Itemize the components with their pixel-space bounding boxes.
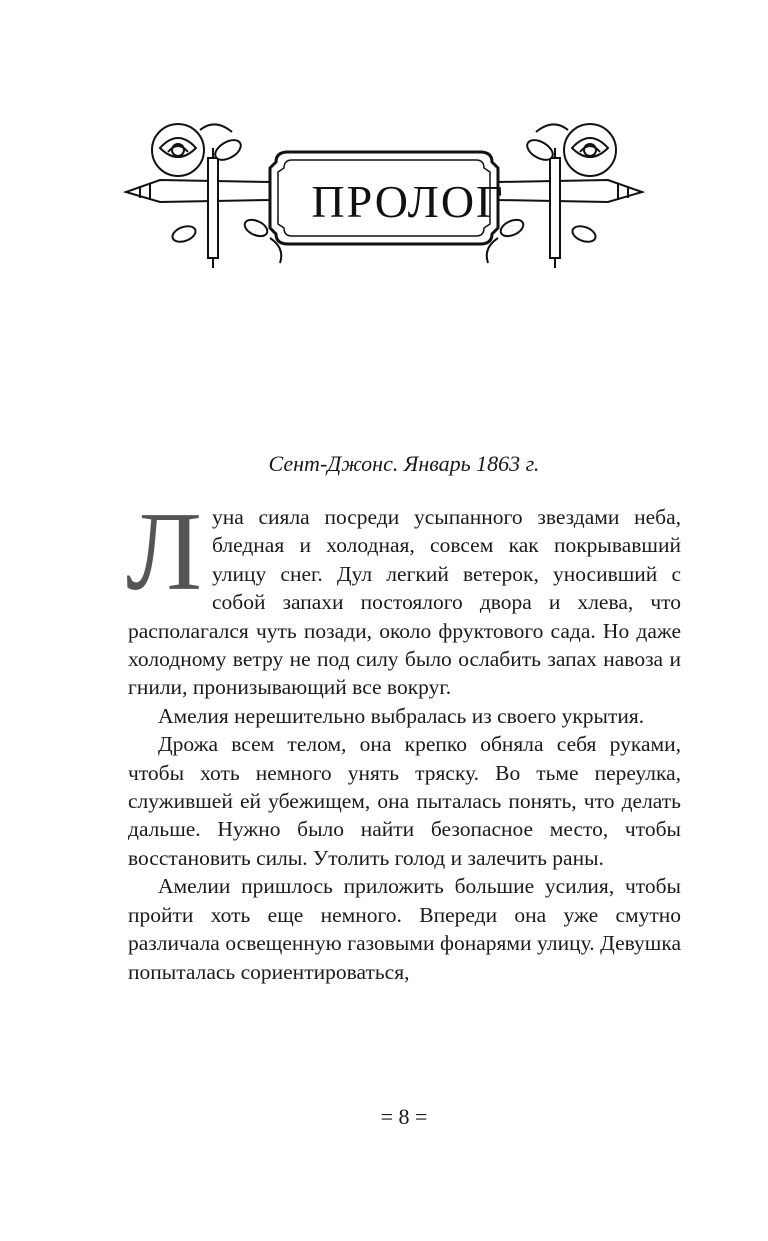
paragraph-1 [126, 490, 681, 702]
page-number: = 8 = [380, 1104, 428, 1129]
paragraph-2: Амелия нерешительно выбралась из своего укрытия. [158, 703, 645, 728]
drop-cap: Л [126, 490, 202, 614]
dateline: Сент-Джонс. Январь 1863 г. [268, 451, 540, 476]
body-text [126, 490, 681, 986]
chapter-title: ПРОЛОГ [311, 176, 505, 227]
paragraph-4: Амелии пришлось приложить большие усилия, чтобы пройти хоть еще немного. Впереди она уже смутно различала освещенную газовыми фонарями улицу. Девушка попыталась сориентироваться, [128, 874, 681, 984]
paragraph-1-text: уна сияла посреди усыпанного звездами неба, бледная и холодная, совсем как покрывавший улицу снег. Дул легкий ветерок, уносивший с собой запахи постоялого двора и хлева, что располагался чуть позади, около фруктового сада. Но даже холодному ветру не под силу было ослабить запах навоза и гнили, пронизывающий все вокруг. [128, 505, 681, 700]
paragraph-3: Дрожа всем телом, она крепко обняла себя руками, чтобы хоть немного унять тряску. Во тьме переулка, служившей ей убежищем, она пыталась понять, что делать дальше. Нужно было найти безопасное место, чтобы восстановить силы. Утолить голод и залечить раны. [128, 732, 681, 870]
